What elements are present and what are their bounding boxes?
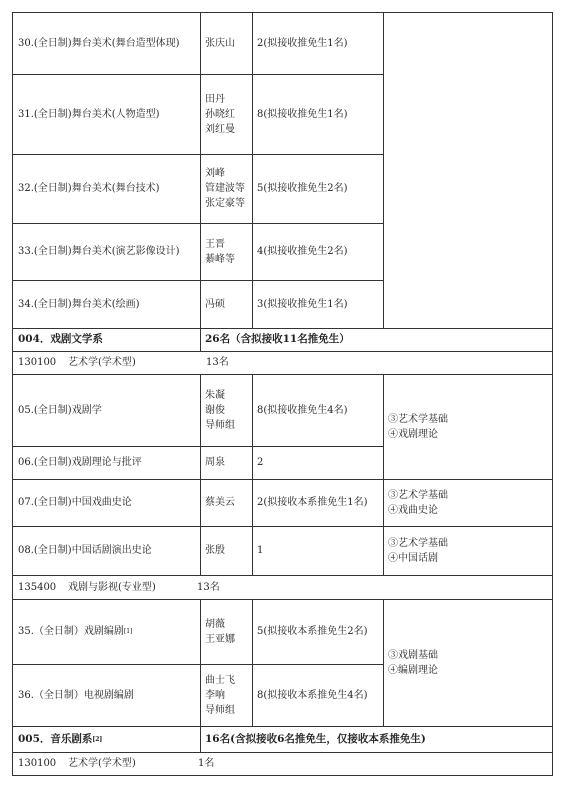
column-divider xyxy=(383,374,384,575)
major-count: 1名 xyxy=(198,758,215,769)
supervisor-name: 张殷 xyxy=(205,545,225,556)
supervisor-cell xyxy=(205,374,235,446)
column-divider xyxy=(383,599,384,726)
direction-cell: 06.(全日制)戏剧理论与批评 xyxy=(18,457,142,468)
column-divider xyxy=(252,374,253,575)
enrollment-cell: 8(拟接收推免生1名) xyxy=(257,108,348,120)
exam-subject: ③艺术学基础 xyxy=(388,489,448,501)
column-divider xyxy=(200,12,201,328)
enrollment-cell: 8(拟接收本系推免生4名) xyxy=(257,689,368,701)
direction-cell: 36.（全日制）电视剧编剧 xyxy=(18,689,134,701)
direction-cell: 32.(全日制)舞台美术(舞台技术) xyxy=(18,183,160,194)
column-divider xyxy=(383,12,384,328)
major-count: 13名 xyxy=(197,581,220,593)
supervisor-name: 管建波等 xyxy=(205,183,245,194)
supervisor-cell xyxy=(205,599,235,664)
supervisor-name: 綦峰等 xyxy=(205,253,235,265)
department-name xyxy=(18,726,102,752)
major-name: 戏剧与影视(专业型) xyxy=(68,581,156,593)
supervisor-name: 张定豪等 xyxy=(205,198,245,209)
enrollment-cell: 5(拟接收本系推免生2名) xyxy=(257,626,368,637)
direction-cell: 34.(全日制)舞台美术(绘画) xyxy=(18,298,140,310)
enrollment-cell: 8(拟接收推免生4名) xyxy=(257,404,348,416)
supervisor-name: 李响 xyxy=(205,689,225,701)
exam-subject: ④编剧理论 xyxy=(388,664,438,676)
major-name: 艺术学(学术型) xyxy=(68,357,136,368)
enrollment-cell: 4(拟接收推免生2名) xyxy=(257,246,348,257)
exam-subject: ④戏剧理论 xyxy=(388,428,438,440)
supervisor-cell xyxy=(205,223,235,280)
major-code: 130100 xyxy=(18,758,57,769)
enrollment-cell: 5(拟接收推免生2名) xyxy=(257,183,348,194)
supervisor-name: 朱凝 xyxy=(205,389,225,401)
supervisor-name: 王晋 xyxy=(205,238,225,250)
supervisor-cell xyxy=(205,12,235,74)
exam-subjects xyxy=(388,374,448,479)
column-divider xyxy=(200,374,201,575)
supervisor-name: 周泉 xyxy=(205,457,225,468)
major-code: 135400 xyxy=(18,581,57,593)
direction-cell: 30.(全日制)舞台美术(舞台造型体现) xyxy=(18,37,180,49)
column-divider xyxy=(552,12,553,775)
supervisor-name: 冯硕 xyxy=(205,298,225,310)
supervisor-name: 王亚娜 xyxy=(205,633,235,645)
major-code: 130100 xyxy=(18,357,57,368)
supervisor-name: 刘红曼 xyxy=(205,123,235,135)
direction-cell: 05.(全日制)戏剧学 xyxy=(18,404,102,416)
enrollment-cell: 2(拟接收推免生1名) xyxy=(257,37,348,49)
column-divider xyxy=(200,726,201,752)
footnote-marker: [1] xyxy=(123,628,133,635)
supervisor-cell xyxy=(205,280,225,328)
major-name: 艺术学(学术型) xyxy=(68,758,136,769)
direction-cell: 31.(全日制)舞台美术(人物造型) xyxy=(18,108,160,120)
exam-subject: ④中国话剧 xyxy=(388,552,438,564)
footnote-marker: [2] xyxy=(92,735,103,743)
supervisor-cell xyxy=(205,479,235,526)
column-divider xyxy=(252,599,253,726)
supervisor-name: 曲士飞 xyxy=(205,674,235,686)
supervisor-cell xyxy=(205,526,225,575)
supervisor-name: 胡薇 xyxy=(205,618,225,630)
supervisor-cell xyxy=(205,446,225,479)
supervisor-name: 张庆山 xyxy=(205,37,235,49)
supervisor-cell xyxy=(205,664,235,726)
supervisor-name: 导师组 xyxy=(205,419,235,431)
supervisor-name: 田丹 xyxy=(205,93,225,105)
exam-subject: ③戏剧基础 xyxy=(388,649,438,661)
row-divider xyxy=(12,775,553,776)
department-total: 26名（含拟接收11名推免生） xyxy=(205,333,350,345)
exam-subject: ③艺术学基础 xyxy=(388,537,448,549)
supervisor-name: 孙晓红 xyxy=(205,108,235,120)
major-count: 13名 xyxy=(206,357,229,368)
exam-subjects xyxy=(388,599,438,726)
enrollment-cell: 1 xyxy=(257,545,264,556)
supervisor-name: 导师组 xyxy=(205,704,235,716)
supervisor-cell xyxy=(205,154,245,223)
direction-cell xyxy=(18,599,132,664)
supervisor-cell xyxy=(205,74,235,154)
supervisor-name: 刘峰 xyxy=(205,168,225,179)
exam-subject: ④戏曲史论 xyxy=(388,504,438,516)
direction-text: 35.（全日制）戏剧编剧 xyxy=(18,626,124,637)
column-divider xyxy=(200,328,201,351)
enrollment-cell: 3(拟接收推免生1名) xyxy=(257,298,348,310)
column-divider xyxy=(12,12,13,775)
enrollment-cell: 2(拟接收本系推免生1名) xyxy=(257,497,368,508)
department-name: 004．戏剧文学系 xyxy=(18,333,103,345)
enrollment-cell: 2 xyxy=(257,457,264,468)
exam-subjects xyxy=(388,479,448,526)
direction-cell: 07.(全日制)中国戏曲史论 xyxy=(18,497,132,508)
supervisor-name: 谢俊 xyxy=(205,404,225,416)
department-name-text: 005．音乐剧系 xyxy=(18,732,93,745)
exam-subjects xyxy=(388,526,448,575)
department-total: 16名(含拟接收6名推免生，仅接收本系推免生) xyxy=(205,732,426,745)
supervisor-name: 蔡美云 xyxy=(205,497,235,508)
column-divider xyxy=(200,599,201,726)
direction-cell: 33.(全日制)舞台美术(演艺影像设计) xyxy=(18,246,180,257)
exam-subject: ③艺术学基础 xyxy=(388,413,448,425)
column-divider xyxy=(252,12,253,328)
direction-cell: 08.(全日制)中国话剧演出史论 xyxy=(18,545,152,556)
